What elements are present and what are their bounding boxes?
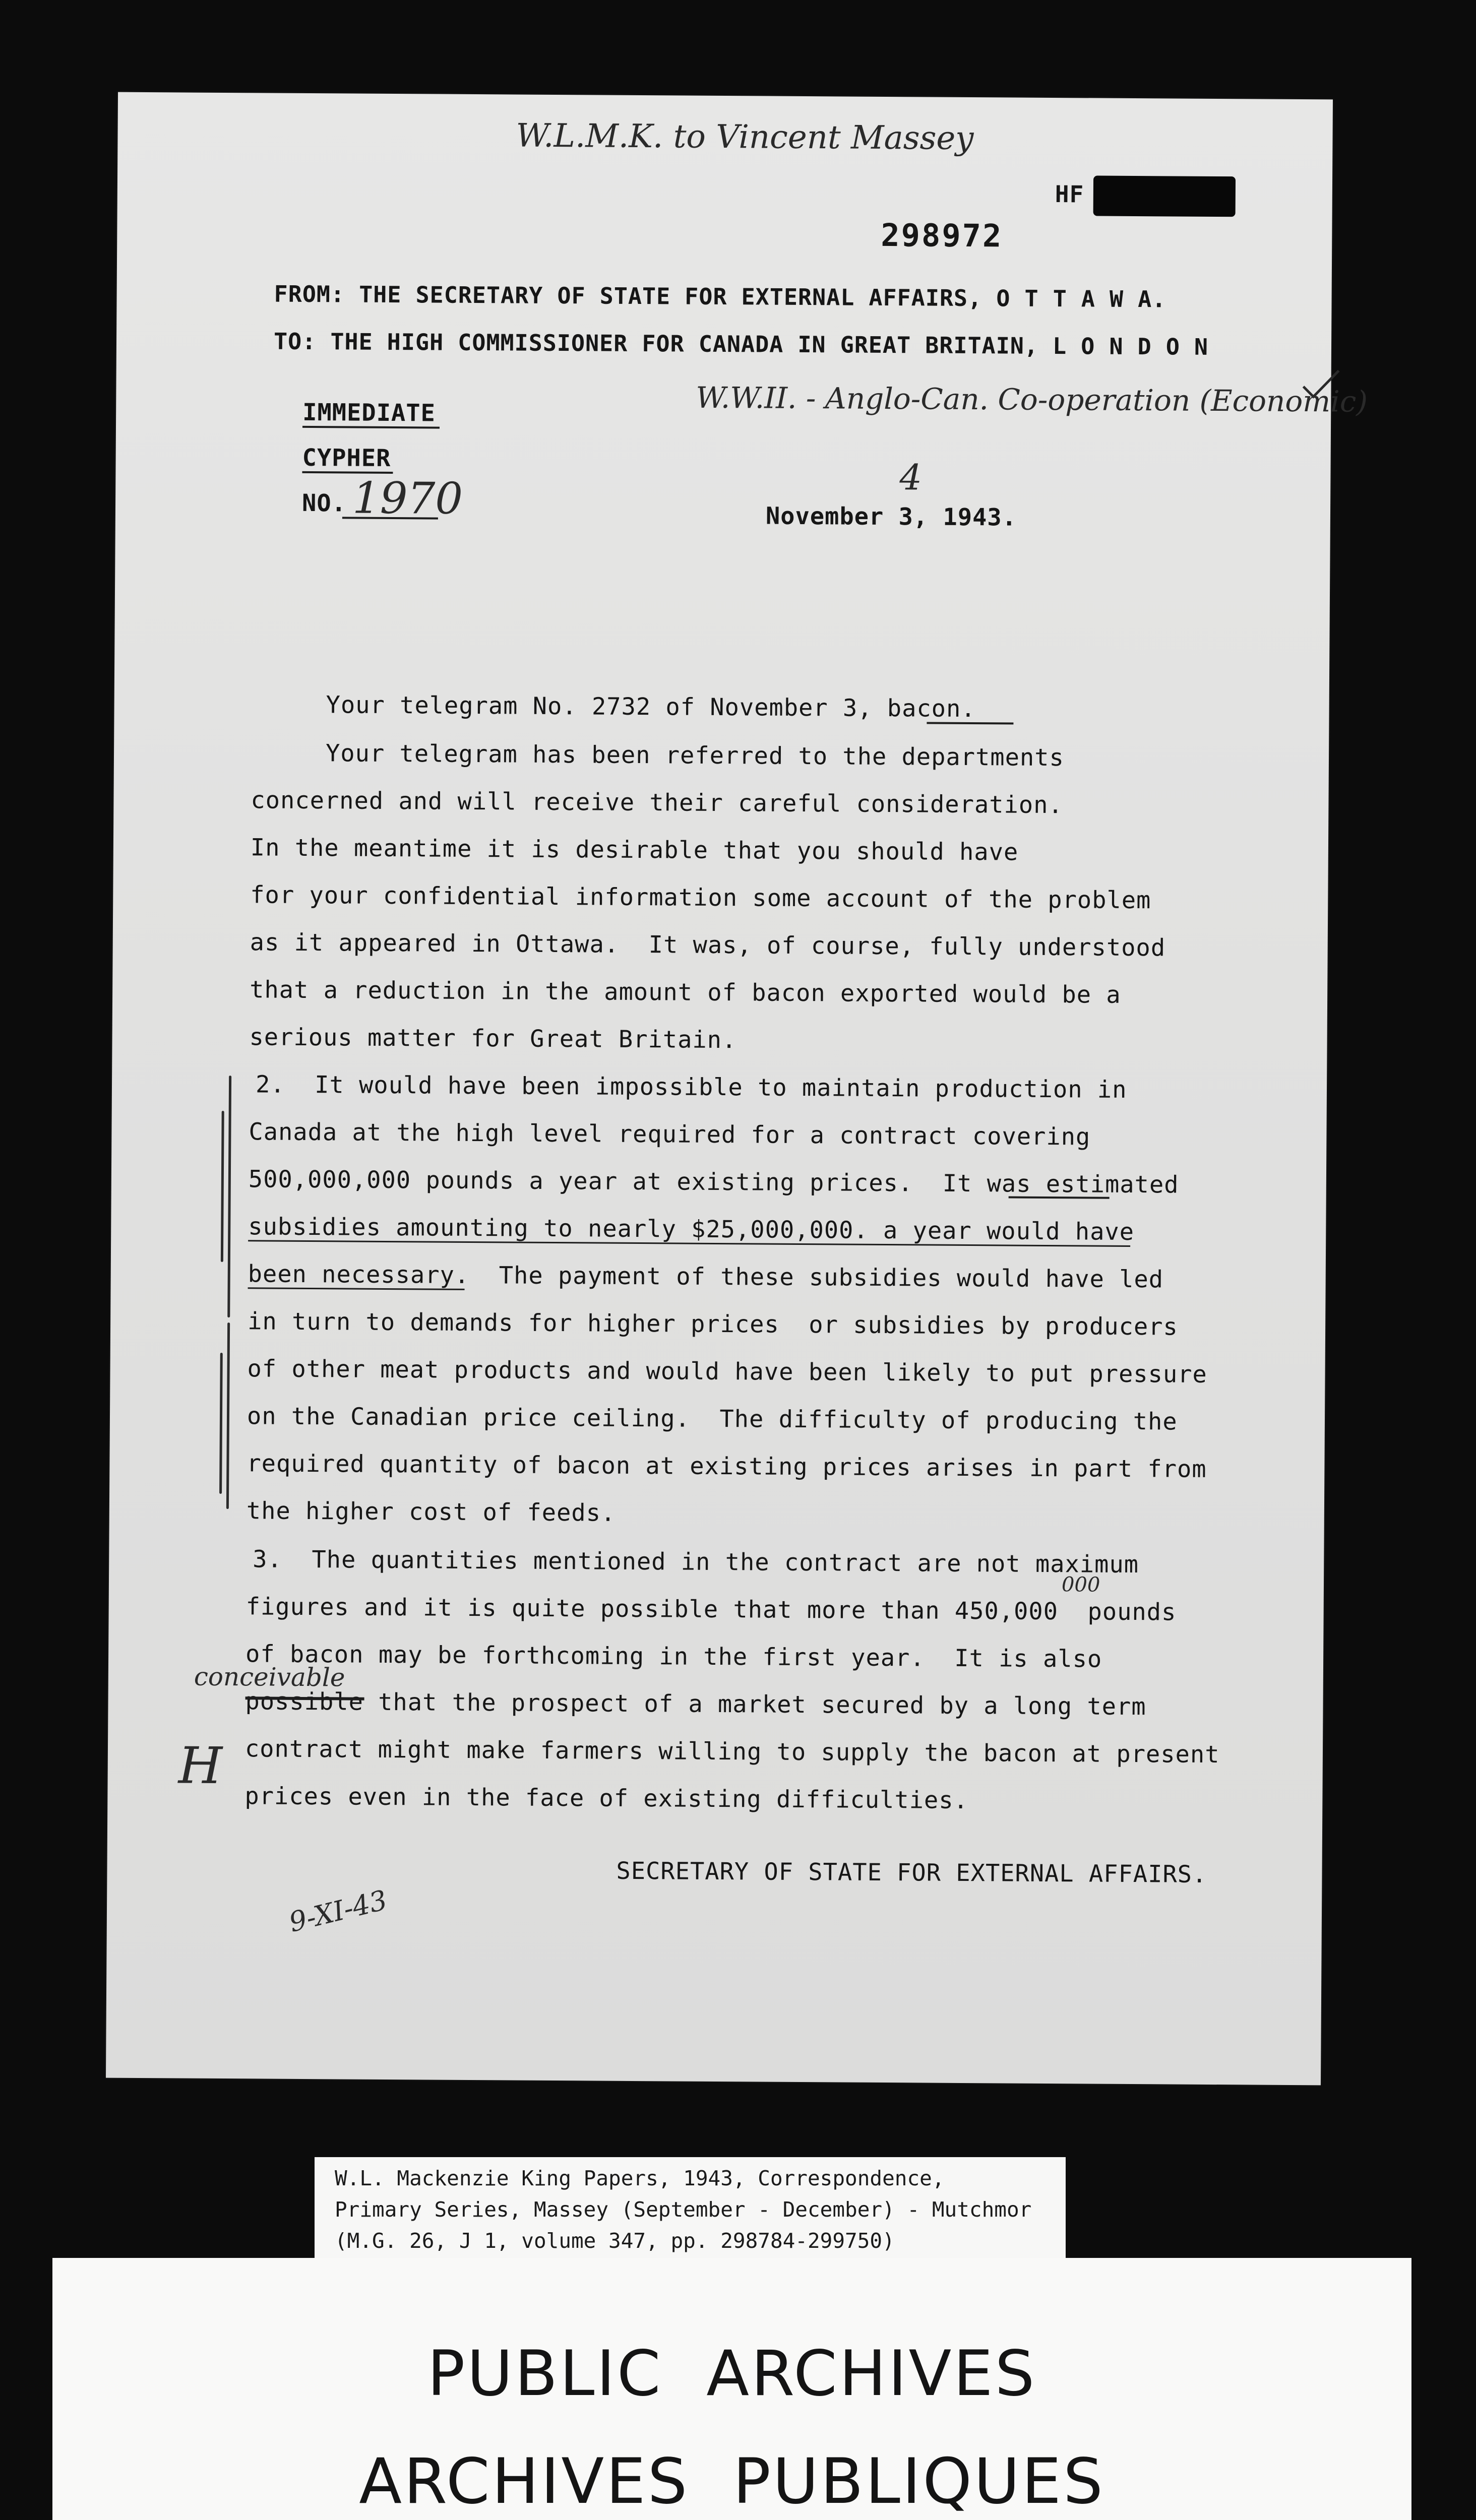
body-line-23: contract might make farmers willing to supply the bacon at present [244,1735,1220,1769]
initials-date: 9-XI-43 [286,1884,390,1938]
body-line-5: for your confidential information some account of the problem [250,881,1151,915]
body-line-15: of other meat products and would have been likely to put pressure [247,1355,1207,1389]
top-handwritten-note: W.L.M.K. to Vincent Massey [516,117,974,158]
letter-sheet [106,92,1368,2086]
banner-title-english: PUBLIC ARCHIVES [427,2338,1037,2410]
body-line-17: required quantity of bacon at existing prices arises in part from [247,1450,1207,1483]
archives-banner [52,2258,1411,2520]
bacon-underline [927,722,1013,724]
from-line: FROM: THE SECRETARY OF STATE FOR EXTERNAL AFFAIRS, O T T A W A. [274,280,1166,313]
body-line-9: 2. It would have been impossible to maintain production in [255,1070,1127,1104]
body-line-16: on the Canadian price ceiling. The difficulty of producing the [247,1402,1178,1436]
body-line-12: subsidies amounting to nearly $25,000,000. a year would have [248,1213,1135,1246]
reference-line-1: W.L. Mackenzie King Papers, 1943, Correspondence, [335,2166,945,2190]
body-line-4: In the meantime it is desirable that you should have [250,834,1019,866]
body-line-24: prices even in the face of existing difficulties. [244,1782,969,1815]
priority-label: IMMEDIATE [302,398,436,427]
body-line-11: 500,000,000 pounds a year at existing prices. It was estimated [248,1165,1179,1199]
body-line-3: concerned and will receive their careful consideration. [251,786,1063,820]
margin-line-1 [227,1076,231,1317]
insertion-zeros: 000 [1061,1573,1100,1597]
to-line: TO: THE HIGH COMMISSIONER FOR CANADA IN GREAT BRITAIN, L O N D O N [273,328,1209,360]
replacement-word: conceivable [194,1662,345,1692]
banner-title-french: ARCHIVES PUBLIQUES [359,2445,1105,2518]
estimated-underline [1009,1196,1110,1199]
priority-underline [302,426,440,429]
margin-line-3 [226,1322,230,1509]
number-value: 1970 [352,473,463,524]
check-mark-icon [1301,366,1341,402]
body-line-1: Your telegram No. 2732 of November 3, bacon. [326,691,976,723]
reference-line-3: (M.G. 26, J 1, volume 347, pp. 298784-299750) [335,2229,895,2253]
body-line-2: Your telegram has been referred to the departments [325,739,1065,772]
reference-line-2: Primary Series, Massey (September - December) - Mutchmor [335,2197,1032,2222]
body-line-22: possible that the prospect of a market secured by a long term [245,1687,1146,1721]
body-line-20: figures and it is quite possible that more than 450,000 pounds [245,1593,1177,1626]
letter-date: November 3, 1943. [765,502,1017,532]
date-correction: 4 [899,457,922,498]
reference-label [315,2157,1066,2263]
signature-block: SECRETARY OF STATE FOR EXTERNAL AFFAIRS. [616,1857,1207,1888]
transmission-label: CYPHER [302,444,391,472]
body-line-8: serious matter for Great Britain. [249,1023,737,1054]
margin-mark: H [178,1736,223,1796]
body-line-18: the higher cost of feeds. [246,1497,616,1527]
body-line-21: of bacon may be forthcoming in the first year. It is also [245,1640,1102,1673]
file-prefix: HF [1055,180,1084,208]
body-line-14: in turn to demands for higher prices or subsidies by producers [247,1307,1178,1341]
subject-handwritten: W.W.II. - Anglo-Can. Co-operation (Economic) [696,380,1368,419]
redaction-block [1093,175,1236,217]
page-number: 298972 [881,216,1003,255]
margin-line-4 [219,1353,223,1494]
body-line-6: as it appeared in Ottawa. It was, of course, fully understood [250,928,1166,962]
body-line-10: Canada at the high level required for a contract covering [249,1118,1091,1151]
body-line-19: 3. The quantities mentioned in the contract are not maximum [253,1545,1139,1579]
number-label: NO. [301,489,347,518]
body-line-7: that a reduction in the amount of bacon exported would be a [250,976,1121,1009]
margin-line-2 [221,1111,224,1262]
body-line-13: been necessary. The payment of these subsidies would have led [248,1260,1164,1294]
